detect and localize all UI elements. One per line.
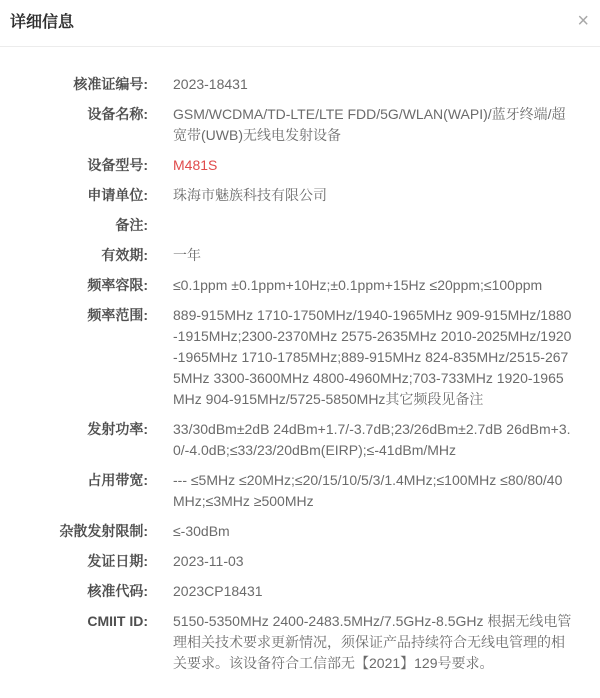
field-value: 2023-11-03 (173, 553, 244, 569)
field-row (0, 245, 600, 266)
dialog-header (0, 0, 600, 47)
field-row (0, 74, 600, 95)
field-value: 33/30dBm±2dB 24dBm+1.7/-3.7dB;23/26dBm±2.7dB 26dBm+3.0/-4.0dB;≤33/23/20dBm(EIRP);≤-41dBm/MHz (173, 421, 571, 458)
fields-list (0, 47, 600, 674)
field-label: 设备型号: (87, 157, 148, 173)
field-value: 一年 (173, 247, 201, 263)
field-label: 杂散发射限制: (59, 523, 148, 539)
field-value: 2023CP18431 (173, 583, 263, 599)
field-value: 889-915MHz 1710-1750MHz/1940-1965MHz 909-915MHz/1880-1915MHz;2300-2370MHz 2575-2635MHz 2010-2025MHz/1920-1965MHz 1710-1785MHz;889-915MHz 824-835MHz/2515-2675MHz 3300-3600MHz 4800-4960MHz;703-733MHz 1920-1965MHz 904-915MHz/5725-5850MHz其它频段见备注 (173, 307, 572, 407)
dialog-title: 详细信息 (10, 14, 75, 31)
field-value: --- ≤5MHz ≤20MHz;≤20/15/10/5/3/1.4MHz;≤100MHz ≤80/80/40MHz;≤3MHz ≥500MHz (173, 472, 563, 509)
field-label: 占用带宽: (87, 472, 148, 488)
field-label: 发证日期: (87, 553, 148, 569)
field-label: 发射功率: (87, 421, 148, 437)
field-label: 核准代码: (87, 583, 148, 599)
field-value: 5150-5350MHz 2400-2483.5MHz/7.5GHz-8.5GHz 根据无线电管理相关技术要求更新情况，须保证产品持续符合无线电管理的相关要求。该设备符合工信部无【2021】129号要求。 (173, 613, 572, 671)
field-label: 设备名称: (87, 106, 148, 122)
field-value: 珠海市魅族科技有限公司 (173, 187, 327, 203)
field-row (0, 581, 600, 602)
field-row (0, 470, 600, 512)
field-row (0, 275, 600, 296)
field-row (0, 551, 600, 572)
field-value: ≤0.1ppm ±0.1ppm+10Hz;±0.1ppm+15Hz ≤20ppm;≤100ppm (173, 277, 543, 293)
field-value: M481S (173, 157, 218, 173)
field-row (0, 185, 600, 206)
field-row (0, 215, 600, 236)
field-row (0, 521, 600, 542)
field-row (0, 611, 600, 674)
field-row (0, 104, 600, 146)
field-row (0, 419, 600, 461)
field-label: 有效期: (101, 247, 148, 263)
close-icon[interactable]: × (577, 10, 589, 32)
field-value: GSM/WCDMA/TD-LTE/LTE FDD/5G/WLAN(WAPI)/蓝牙终端/超宽带(UWB)无线电发射设备 (173, 106, 566, 143)
field-row (0, 155, 600, 176)
field-row (0, 305, 600, 410)
field-label: 核准证编号: (73, 76, 148, 92)
field-label: 备注: (115, 217, 148, 233)
field-value: 2023-18431 (173, 76, 248, 92)
field-value: ≤-30dBm (173, 523, 230, 539)
field-label: CMIIT ID: (87, 613, 148, 629)
field-value (173, 215, 573, 236)
field-label: 申请单位: (87, 187, 148, 203)
field-label: 频率容限: (87, 277, 148, 293)
field-label: 频率范围: (87, 307, 148, 323)
